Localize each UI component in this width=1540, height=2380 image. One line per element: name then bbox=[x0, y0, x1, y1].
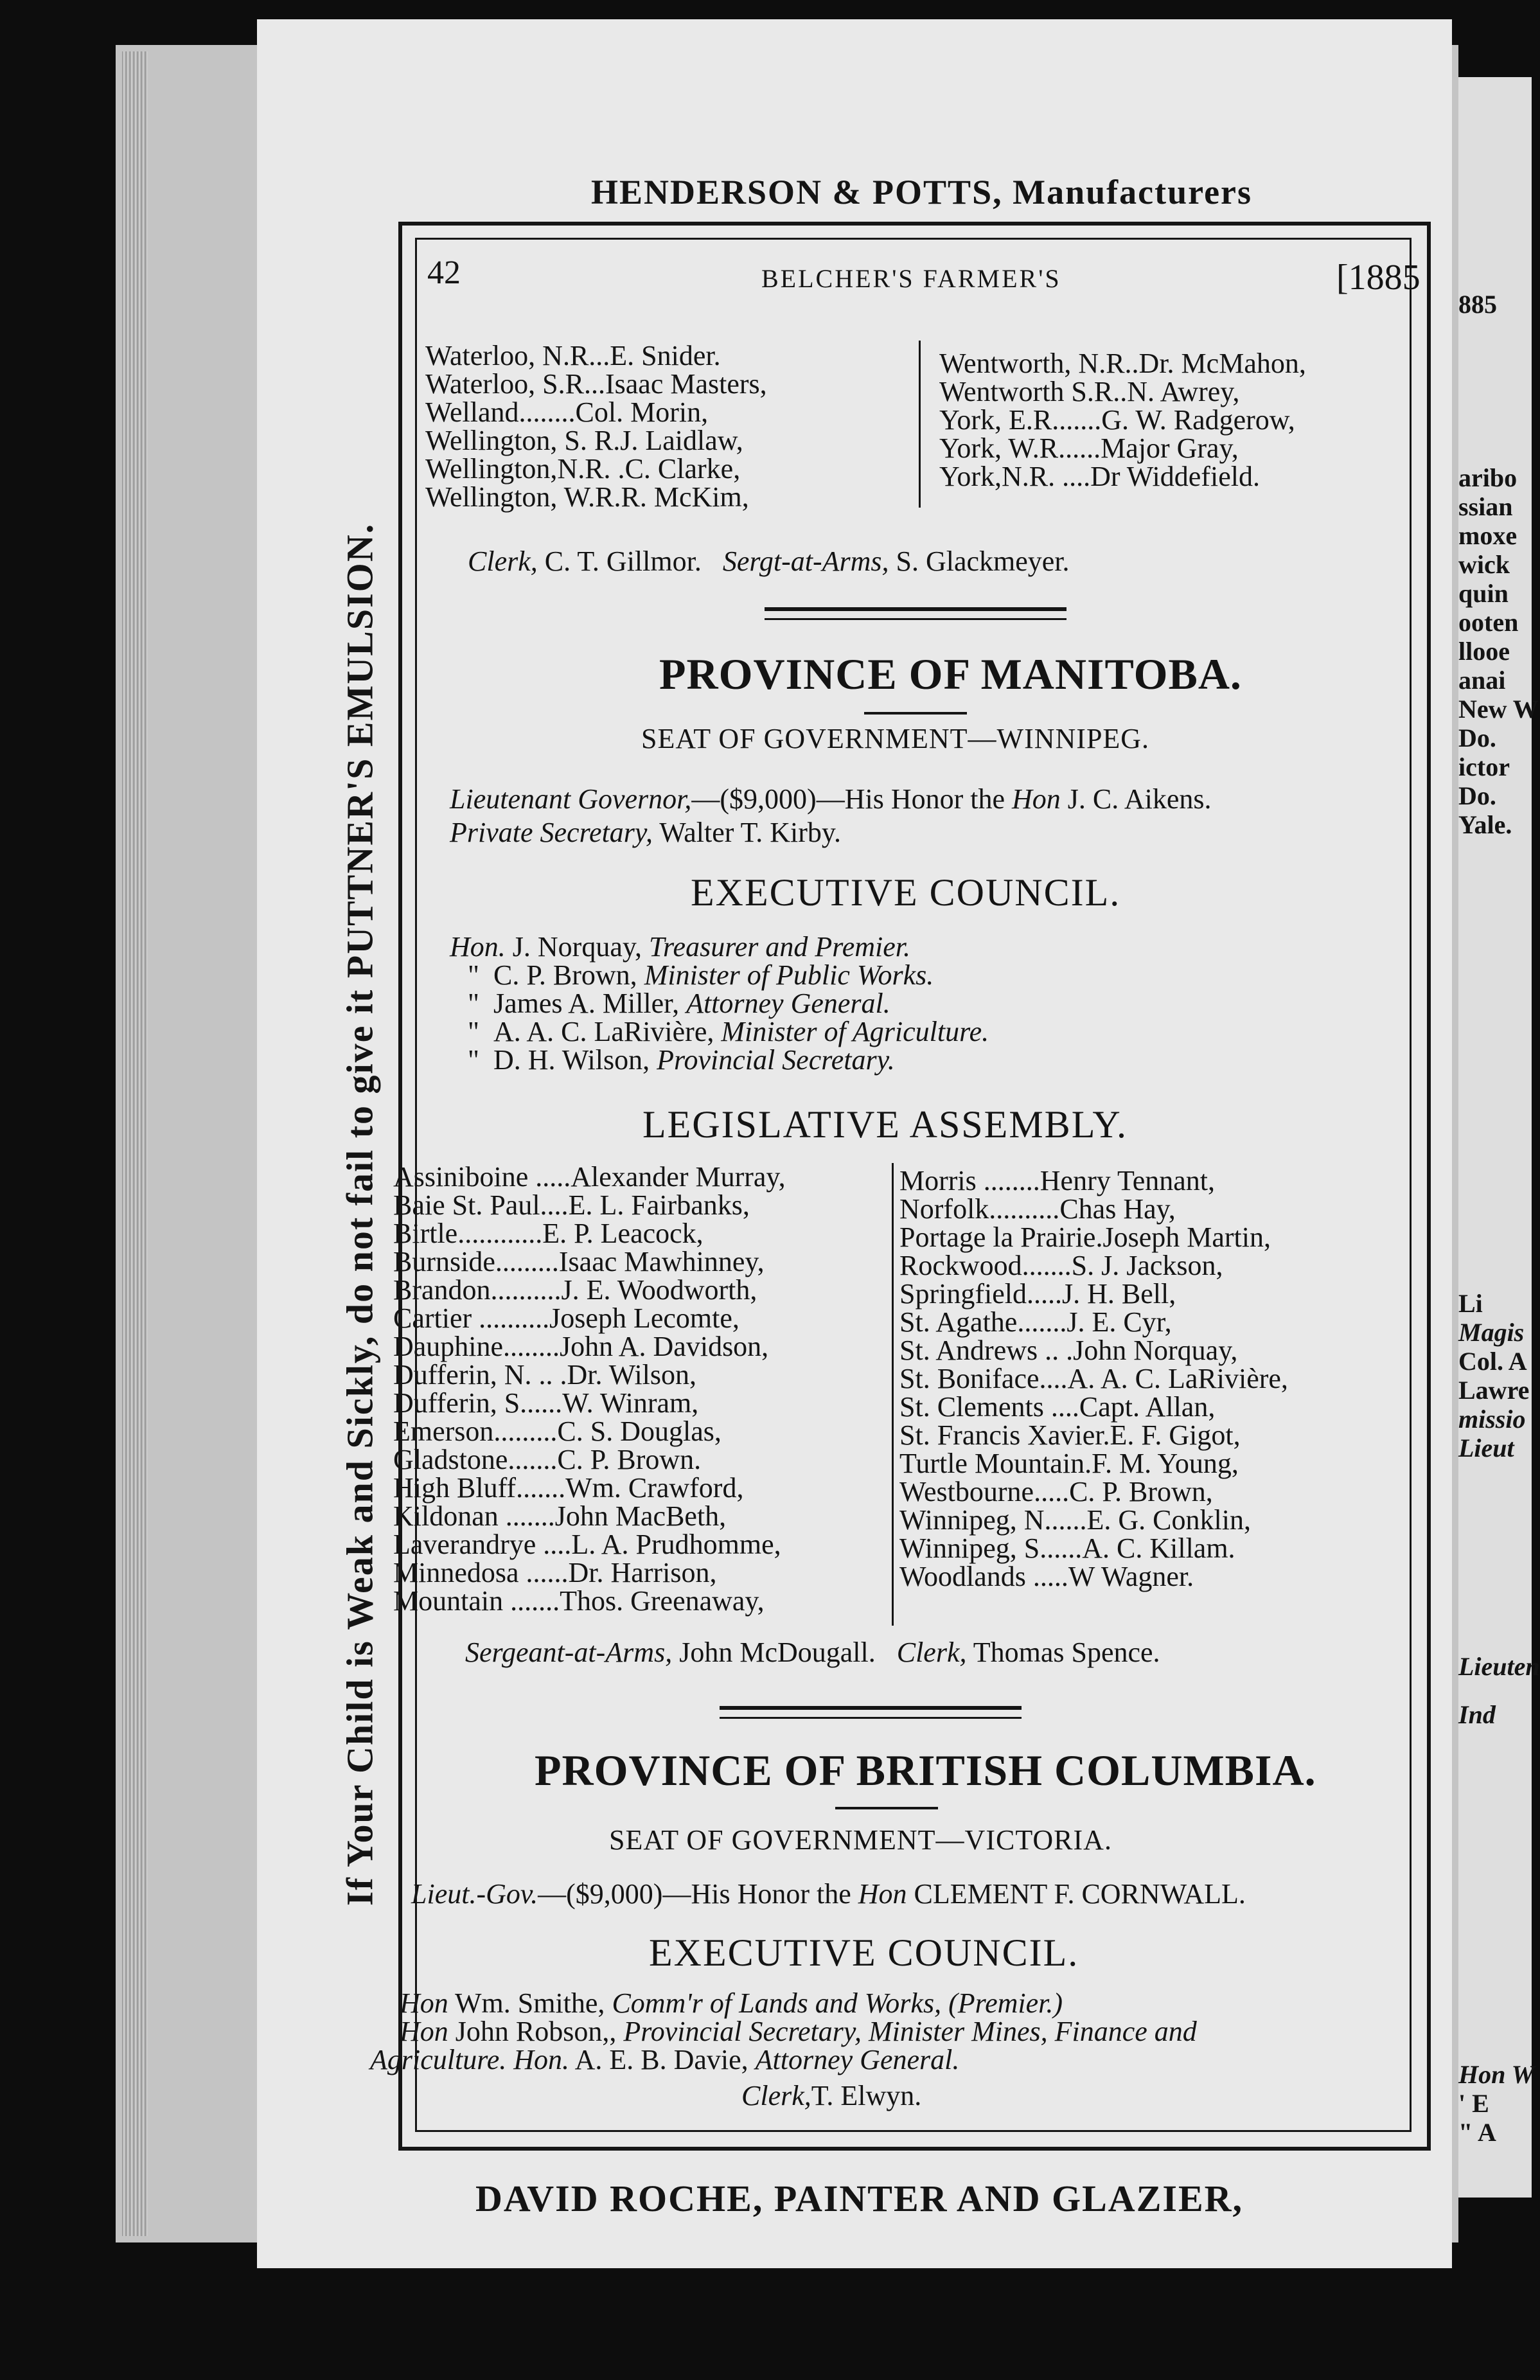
list-item: St. Agathe.......J. E. Cyr, bbox=[899, 1306, 1172, 1338]
list-item: Winnipeg, S......A. C. Killam. bbox=[899, 1532, 1235, 1564]
facing-text: Hon W bbox=[1458, 2060, 1535, 2089]
side-advertisement: If Your Child is Weak and Sickly, do not fail to give it PUTTNER'S EMULSION. bbox=[339, 522, 381, 1906]
top-advertisement: HENDERSON & POTTS, Manufacturers bbox=[591, 173, 1253, 211]
list-item: Burnside.........Isaac Mawhinney, bbox=[393, 1246, 765, 1277]
column-divider bbox=[892, 1163, 894, 1626]
facing-text: ooten bbox=[1458, 608, 1519, 637]
list-item: Waterloo, S.R...Isaac Masters, bbox=[425, 368, 767, 400]
subsection-title: EXECUTIVE COUNCIL. bbox=[649, 1932, 1079, 1974]
list-item: Dufferin, S......W. Winram, bbox=[393, 1387, 699, 1419]
list-item: High Bluff.......Wm. Crawford, bbox=[393, 1472, 744, 1504]
facing-text: llooe bbox=[1458, 637, 1510, 666]
section-title: PROVINCE OF MANITOBA. bbox=[659, 650, 1242, 698]
facing-text: " A bbox=[1458, 2118, 1496, 2147]
running-title: BELCHER'S FARMER'S bbox=[761, 264, 1061, 293]
list-item: Westbourne.....C. P. Brown, bbox=[899, 1476, 1213, 1507]
list-item: Dauphine........John A. Davidson, bbox=[393, 1331, 769, 1362]
page-edges bbox=[122, 51, 148, 2236]
short-rule bbox=[835, 1807, 938, 1809]
list-item: St. Clements ....Capt. Allan, bbox=[899, 1391, 1216, 1423]
list-item: Brandon..........J. E. Woodworth, bbox=[393, 1274, 757, 1306]
facing-text: Do. bbox=[1458, 781, 1496, 810]
seat-of-government: SEAT OF GOVERNMENT—VICTORIA. bbox=[609, 1824, 1112, 1856]
list-item: Hon. J. Norquay, Treasurer and Premier. bbox=[450, 931, 911, 963]
list-item: Wellington, W.R.R. McKim, bbox=[425, 481, 749, 513]
facing-text: 885 bbox=[1458, 290, 1497, 319]
subsection-title: LEGISLATIVE ASSEMBLY. bbox=[642, 1103, 1128, 1146]
facing-text: Lieuten bbox=[1458, 1652, 1540, 1681]
list-item: Turtle Mountain.F. M. Young, bbox=[899, 1448, 1239, 1479]
list-item: York,N.R. ....Dr Widdefield. bbox=[939, 461, 1260, 492]
section-rule bbox=[765, 618, 1066, 620]
list-item: " C. P. Brown, Minister of Public Works. bbox=[468, 959, 934, 991]
list-item: " James A. Miller, Attorney General. bbox=[468, 988, 890, 1019]
facing-text: ' E bbox=[1458, 2089, 1489, 2118]
facing-text: moxe bbox=[1458, 521, 1518, 550]
list-item: Springfield.....J. H. Bell, bbox=[899, 1278, 1176, 1310]
list-item: Welland........Col. Morin, bbox=[425, 396, 709, 428]
list-item: Wentworth S.R..N. Awrey, bbox=[939, 376, 1240, 407]
facing-text: New W bbox=[1458, 695, 1539, 724]
facing-text: Lawre bbox=[1458, 1376, 1530, 1405]
section-rule bbox=[765, 607, 1066, 611]
council-line: Hon Wm. Smithe, Comm'r of Lands and Works, (Premier.) bbox=[400, 1987, 1063, 2019]
seat-of-government: SEAT OF GOVERNMENT—WINNIPEG. bbox=[641, 723, 1150, 754]
list-item: Dufferin, N. .. .Dr. Wilson, bbox=[393, 1359, 697, 1390]
list-item: Mountain .......Thos. Greenaway, bbox=[393, 1585, 765, 1617]
facing-text: Magis bbox=[1458, 1318, 1525, 1347]
council-line: Agriculture. Hon. A. E. B. Davie, Attorney General. bbox=[370, 2044, 960, 2075]
list-item: Gladstone.......C. P. Brown. bbox=[393, 1444, 702, 1475]
page-number: 42 bbox=[427, 254, 461, 291]
list-item: Birtle............E. P. Leacock, bbox=[393, 1218, 704, 1249]
list-item: St. Boniface....A. A. C. LaRivière, bbox=[899, 1363, 1288, 1394]
facing-text: Li bbox=[1458, 1289, 1483, 1318]
section-title: PROVINCE OF BRITISH COLUMBIA. bbox=[535, 1746, 1316, 1795]
lieutenant-governor: Lieutenant Governor,—($9,000)—His Honor the Hon J. C. Aikens. bbox=[450, 783, 1212, 815]
list-item: Wellington,N.R. .C. Clarke, bbox=[425, 453, 741, 484]
year-marker: [1885 bbox=[1336, 258, 1421, 298]
list-item: Waterloo, N.R...E. Snider. bbox=[425, 340, 721, 371]
facing-text: Col. A bbox=[1458, 1347, 1527, 1376]
ontario-officers: Clerk, C. T. Gillmor. Sergt-at-Arms, S. Glackmeyer. bbox=[468, 546, 1070, 577]
facing-text: missio bbox=[1458, 1405, 1526, 1434]
facing-text: Yale. bbox=[1458, 810, 1512, 839]
list-item: York, E.R.......G. W. Radgerow, bbox=[939, 404, 1295, 436]
list-item: St. Andrews .. .John Norquay, bbox=[899, 1335, 1238, 1366]
list-item: Minnedosa ......Dr. Harrison, bbox=[393, 1557, 717, 1588]
column-divider bbox=[919, 341, 921, 508]
facing-text: quin bbox=[1458, 579, 1509, 608]
list-item: Baie St. Paul....E. L. Fairbanks, bbox=[393, 1189, 750, 1221]
list-item: St. Francis Xavier.E. F. Gigot, bbox=[899, 1419, 1241, 1451]
list-item: Laverandrye ....L. A. Prudhomme, bbox=[393, 1529, 781, 1560]
lieutenant-governor: Lieut.-Gov.—($9,000)—His Honor the Hon CLEMENT F. CORNWALL. bbox=[411, 1878, 1246, 1910]
list-item: Assiniboine .....Alexander Murray, bbox=[393, 1161, 786, 1193]
list-item: Winnipeg, N......E. G. Conklin, bbox=[899, 1504, 1251, 1536]
facing-text: Ind bbox=[1458, 1700, 1496, 1729]
list-item: Morris ........Henry Tennant, bbox=[899, 1165, 1216, 1196]
private-secretary: Private Secretary, Walter T. Kirby. bbox=[450, 817, 842, 848]
facing-text: ssian bbox=[1458, 492, 1513, 521]
section-rule bbox=[720, 1717, 1022, 1719]
bottom-advertisement: DAVID ROCHE, PAINTER AND GLAZIER, bbox=[475, 2178, 1244, 2219]
list-item: Norfolk..........Chas Hay, bbox=[899, 1193, 1176, 1225]
subsection-title: EXECUTIVE COUNCIL. bbox=[691, 871, 1121, 914]
section-rule bbox=[720, 1706, 1022, 1710]
facing-text: wick bbox=[1458, 550, 1510, 579]
short-rule bbox=[864, 712, 967, 715]
list-item: Wellington, S. R.J. Laidlaw, bbox=[425, 425, 743, 456]
facing-text: anai bbox=[1458, 666, 1506, 695]
list-item: Cartier ..........Joseph Lecomte, bbox=[393, 1302, 739, 1334]
facing-text: Do. bbox=[1458, 724, 1496, 752]
clerk-line: Clerk,T. Elwyn. bbox=[741, 2080, 922, 2111]
facing-text: ictor bbox=[1458, 752, 1510, 781]
list-item: Kildonan .......John MacBeth, bbox=[393, 1500, 727, 1532]
council-line: Hon John Robson,, Provincial Secretary, Minister Mines, Finance and bbox=[400, 2016, 1197, 2047]
manitoba-officers: Sergeant-at-Arms, John McDougall. Clerk, Thomas Spence. bbox=[465, 1637, 1160, 1668]
list-item: Portage la Prairie.Joseph Martin, bbox=[899, 1221, 1271, 1253]
facing-text: aribo bbox=[1458, 463, 1518, 492]
list-item: " D. H. Wilson, Provincial Secretary. bbox=[468, 1044, 895, 1076]
facing-text: Lieut bbox=[1458, 1434, 1514, 1462]
facing-page bbox=[1458, 77, 1540, 2198]
list-item: York, W.R......Major Gray, bbox=[939, 432, 1239, 464]
list-item: Wentworth, N.R..Dr. McMahon, bbox=[939, 348, 1306, 379]
list-item: Emerson.........C. S. Douglas, bbox=[393, 1416, 721, 1447]
list-item: Rockwood.......S. J. Jackson, bbox=[899, 1250, 1223, 1281]
list-item: " A. A. C. LaRivière, Minister of Agriculture. bbox=[468, 1016, 989, 1047]
list-item: Woodlands .....W Wagner. bbox=[899, 1561, 1194, 1592]
